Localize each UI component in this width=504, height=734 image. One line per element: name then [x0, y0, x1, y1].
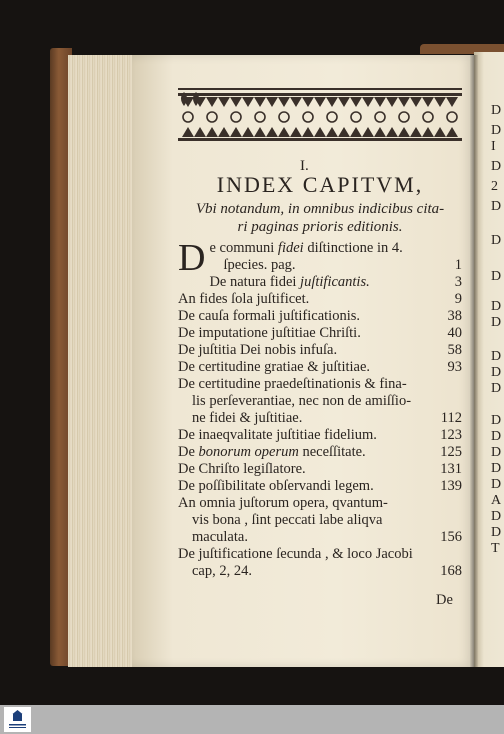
- subtitle-line-2: ri paginas prioris editionis.: [237, 219, 403, 235]
- entry-text: De certitudine gratiae & juſtitiae.: [178, 359, 371, 375]
- entry-text: vis bona , ſint peccati labe aliqva: [192, 512, 383, 528]
- toc-entry: [178, 376, 462, 427]
- toc-entry: [178, 495, 462, 546]
- entry-text: neceſſitate.: [298, 444, 366, 460]
- toc-entry: [178, 237, 462, 279]
- page-gutter: [470, 55, 478, 667]
- subtitle: [178, 200, 462, 236]
- subtitle-line-1: Vbi notandum, in omnibus indicibus cita-: [195, 201, 445, 217]
- page-number: 93: [447, 359, 462, 375]
- drop-cap: D: [178, 237, 206, 279]
- entry-text: cap, 2, 24.: [192, 563, 252, 579]
- entry-text: e communi: [209, 240, 278, 256]
- table-of-contents: [178, 237, 462, 580]
- page-number: 112: [440, 410, 462, 426]
- page-number: 168: [440, 563, 462, 579]
- page-number: 131: [440, 461, 462, 477]
- page-number: 123: [440, 427, 462, 443]
- entry-text: De natura fidei: [209, 274, 301, 290]
- entry-text: An omnia juſtorum opera, qvantum-: [178, 495, 388, 511]
- page-number: 139: [440, 478, 462, 494]
- entry-text: De poſſibilitate obſervandi legem.: [178, 478, 374, 494]
- page-number: 38: [447, 308, 462, 324]
- entry-text: ne fidei & juſtitiae.: [192, 410, 303, 426]
- entry-text: De imputatione juſtitiae Chriſti.: [178, 325, 361, 341]
- entry-text: De Chriſto legiſlatore.: [178, 461, 306, 477]
- catchword: De: [436, 592, 453, 608]
- page-number: 58: [447, 342, 462, 358]
- entry-text: ſpecies. pag.: [223, 257, 296, 273]
- page-number: 125: [440, 444, 462, 460]
- ornament-band-icon: [178, 88, 462, 146]
- entry-text: diſtinctione in 4.: [303, 240, 403, 256]
- toc-entry: [178, 359, 462, 376]
- entry-text-italic: bonorum operum: [198, 444, 299, 460]
- toc-entry: [178, 427, 462, 444]
- toc-entry: [178, 342, 462, 359]
- library-logo-icon: [4, 707, 31, 732]
- entry-text-italic: juſtificantis.: [300, 274, 370, 290]
- entry-text: De inaeqvalitate juſtitiae fidelium.: [178, 427, 377, 443]
- toc-entry: [178, 444, 462, 461]
- page-number: 156: [440, 529, 462, 545]
- entry-text: De cauſa formali juſtificationis.: [178, 308, 360, 324]
- page-number: 3: [454, 274, 462, 290]
- toc-entry: [178, 461, 462, 478]
- entry-text: maculata.: [192, 529, 248, 545]
- entry-text: De juſtitia Dei nobis infuſa.: [178, 342, 338, 358]
- viewer-footer-bar: [0, 705, 504, 734]
- toc-entry: [178, 478, 462, 495]
- page-number: 40: [447, 325, 462, 341]
- entry-text: De: [178, 444, 199, 460]
- entry-text-italic: fidei: [277, 240, 304, 256]
- page-number: 9: [454, 291, 462, 307]
- toc-entry: [209, 274, 462, 291]
- toc-entry: [178, 291, 462, 308]
- page-block-edge: [68, 55, 134, 667]
- page-number: 1: [454, 257, 462, 273]
- entry-text: De juſtificatione ſecunda , & loco Jacobi: [178, 546, 413, 562]
- entry-text: lis perſeverantiae, nec non de amiſſio-: [192, 393, 412, 409]
- entry-text: De certitudine praedeſtinationis & fina-: [178, 376, 407, 392]
- entry-text: An fides ſola juſtificet.: [178, 291, 310, 307]
- toc-entry: [178, 308, 462, 325]
- page-title: INDEX CAPITVM,: [216, 172, 424, 197]
- toc-entry: [178, 546, 462, 580]
- toc-entry: [178, 325, 462, 342]
- chapter-numeral: I.: [300, 158, 309, 174]
